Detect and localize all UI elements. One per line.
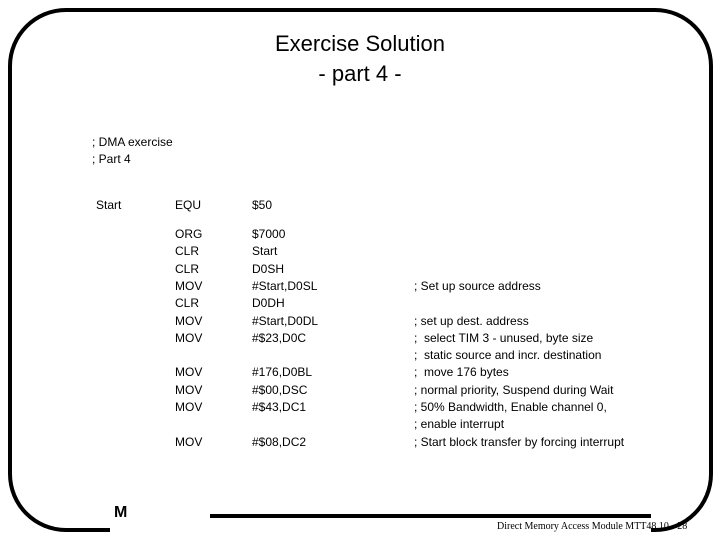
code-op: CLR bbox=[175, 262, 200, 276]
code-op: ORG bbox=[175, 227, 203, 241]
code-op: MOV bbox=[175, 435, 203, 449]
slide-title-line-2: - part 4 - bbox=[318, 61, 402, 86]
frame-corner-top-right bbox=[651, 8, 713, 70]
code-arg: #Start,D0DL bbox=[252, 314, 319, 328]
code-op: MOV bbox=[175, 383, 203, 397]
motorola-logo: M bbox=[114, 504, 128, 521]
code-arg: Start bbox=[252, 244, 278, 258]
frame-corner-top-left bbox=[8, 8, 70, 70]
frame-left-edge bbox=[8, 70, 12, 470]
frame-bottom-edge-left bbox=[70, 528, 110, 532]
code-comment: ; enable interrupt bbox=[414, 417, 505, 431]
frame-corner-bottom-left bbox=[8, 470, 70, 532]
code-arg: $7000 bbox=[252, 227, 286, 241]
code-arg: $50 bbox=[252, 198, 273, 212]
code-comment: ; static source and incr. destination bbox=[414, 348, 602, 362]
code-op: MOV bbox=[175, 400, 203, 414]
code-arg: #$08,DC2 bbox=[252, 435, 307, 449]
comment-part-4: ; Part 4 bbox=[92, 152, 131, 166]
code-op: CLR bbox=[175, 244, 200, 258]
code-arg: #Start,D0SL bbox=[252, 279, 318, 293]
code-op: MOV bbox=[175, 331, 203, 345]
comment-dma-exercise: ; DMA exercise bbox=[92, 135, 173, 149]
code-comment: ; select TIM 3 - unused, byte size bbox=[414, 331, 594, 345]
code-arg: #$00,DSC bbox=[252, 383, 308, 397]
code-label-start: Start bbox=[96, 198, 122, 212]
code-comment: ; normal priority, Suspend during Wait bbox=[414, 383, 614, 397]
code-comment: ; Start block transfer by forcing interrupt bbox=[414, 435, 625, 449]
code-arg: D0SH bbox=[252, 262, 285, 276]
code-comment: ; move 176 bytes bbox=[414, 365, 509, 379]
code-arg: D0DH bbox=[252, 296, 285, 310]
code-arg: #$43,DC1 bbox=[252, 400, 307, 414]
footer-module-page: Direct Memory Access Module MTT48 10 - 28 bbox=[497, 521, 688, 532]
frame-right-edge bbox=[709, 70, 713, 470]
code-op: MOV bbox=[175, 279, 203, 293]
frame-bottom-edge-right bbox=[210, 514, 651, 518]
code-op: MOV bbox=[175, 365, 203, 379]
code-comment: ; set up dest. address bbox=[414, 314, 529, 328]
code-op: EQU bbox=[175, 198, 202, 212]
frame-top-edge bbox=[70, 8, 651, 12]
code-op: CLR bbox=[175, 296, 200, 310]
code-arg: #$23,D0C bbox=[252, 331, 307, 345]
code-comment: ; 50% Bandwidth, Enable channel 0, bbox=[414, 400, 607, 414]
code-comment: ; Set up source address bbox=[414, 279, 541, 293]
slide-title-line-1: Exercise Solution bbox=[275, 31, 445, 56]
code-arg: #176,D0BL bbox=[252, 365, 313, 379]
code-op: MOV bbox=[175, 314, 203, 328]
